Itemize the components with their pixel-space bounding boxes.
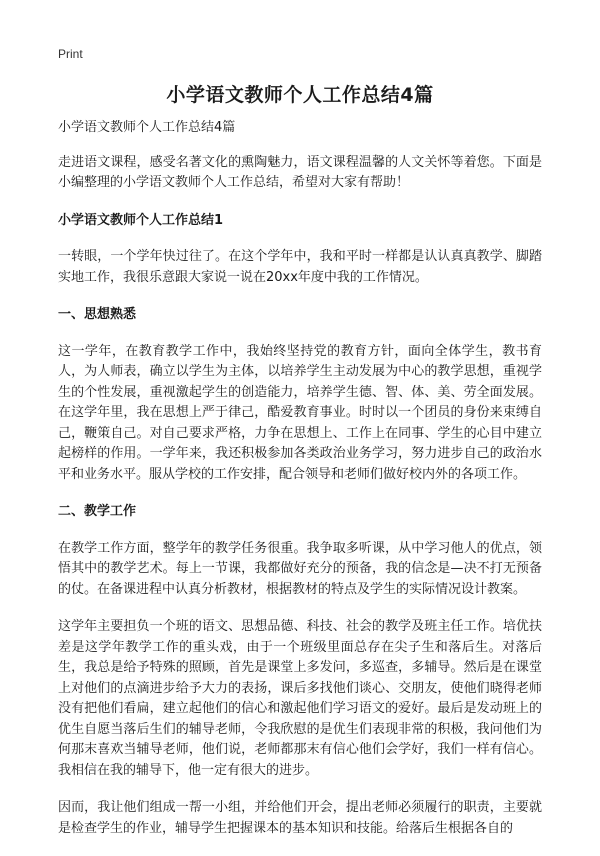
teaching-paragraph-2: 这学年主要担负一个班的语文、思想品德、科技、社会的教学及班主任工作。培优扶差是这学年教学工作的重头戏，由于一个班级里面总存在尖子生和落后生。对落后生，我总是给予特殊的照顾，首先是课堂上多发问，多巡查，多辅导。然后是在课堂上对他们的点滴进步给予大力的表扬，课后多找他们谈心、交朋友，使他们晓得老师没有把他们看扁，建立起他们的信心和激起他们学习语文的爱好。最后是发动班上的优生自愿当落后生们的辅导老师，令我欣慰的是优生们表现非常的积极，我问他们为何那末喜欢当辅导老师，他们说，老师都那末有信心他们会学好，我们一样有信心。我相信在我的辅导下，他一定有很大的进步。 (58, 619, 542, 778)
document-body (58, 118, 542, 856)
teaching-paragraph-3: 因而，我让他们组成一帮一小组，并给他们开会，提出老师必须履行的职责，主要就是检查学生的作业，辅导学生把握课本的基本知识和技能。给落后生根据各自的 (58, 800, 542, 836)
document-title: 小学语文教师个人工作总结4篇 (166, 84, 434, 106)
intro-paragraph: 走进语文课程，感受名著文化的熏陶魅力，语文课程温馨的人文关怀等着您。下面是小编整理的小学语文教师个人工作总结，希望对大家有帮助！ (58, 154, 542, 190)
section-heading: 小学语文教师个人工作总结1 (58, 212, 224, 228)
teaching-paragraph-1: 在教学工作方面，整学年的教学任务很重。我争取多听课，从中学习他人的优点，领悟其中的教学艺术。每上一节课，我都做好充分的预备，我的信念是—决不打无预备的仗。在备课进程中认真分析教材，根据教材的特点及学生的实际情况设计教案。 (58, 540, 542, 597)
thought-paragraph: 这一学年，在教育教学工作中，我始终坚持党的教育方针，面向全体学生，教书育人，为人师表，确立以学生为主体，以培养学生主动发展为中心的教学思想，重视学生的个性发展，重视激起学生的创造能力，培养学生德、智、体、美、劳全面发展。在这学年里，我在思想上严于律己，酷爱教育事业。时时以一个团员的身份来束缚自己，鞭策自己。对自己要求严格，力争在思想上、工作上在同事、学生的心目中建立起榜样的作用。一学年来，我还积极参加各类政治业务学习，努力进步自己的政治水平和业务水平。服从学校的工作安排，配合领导和老师们做好校内外的各项工作。 (58, 343, 542, 482)
subsection-heading-thought: 一、思想熟悉 (58, 307, 137, 322)
print-label[interactable]: Print (58, 47, 83, 61)
document-subtitle: 小学语文教师个人工作总结4篇 (58, 120, 236, 135)
subsection-heading-teaching: 二、教学工作 (58, 504, 137, 519)
section-intro-paragraph: 一转眼，一个学年快过往了。在这个学年中，我和平时一样都是认认真真教学、脚踏实地工作，我很乐意跟大家说一说在20xx年度中我的工作情况。 (58, 249, 542, 285)
